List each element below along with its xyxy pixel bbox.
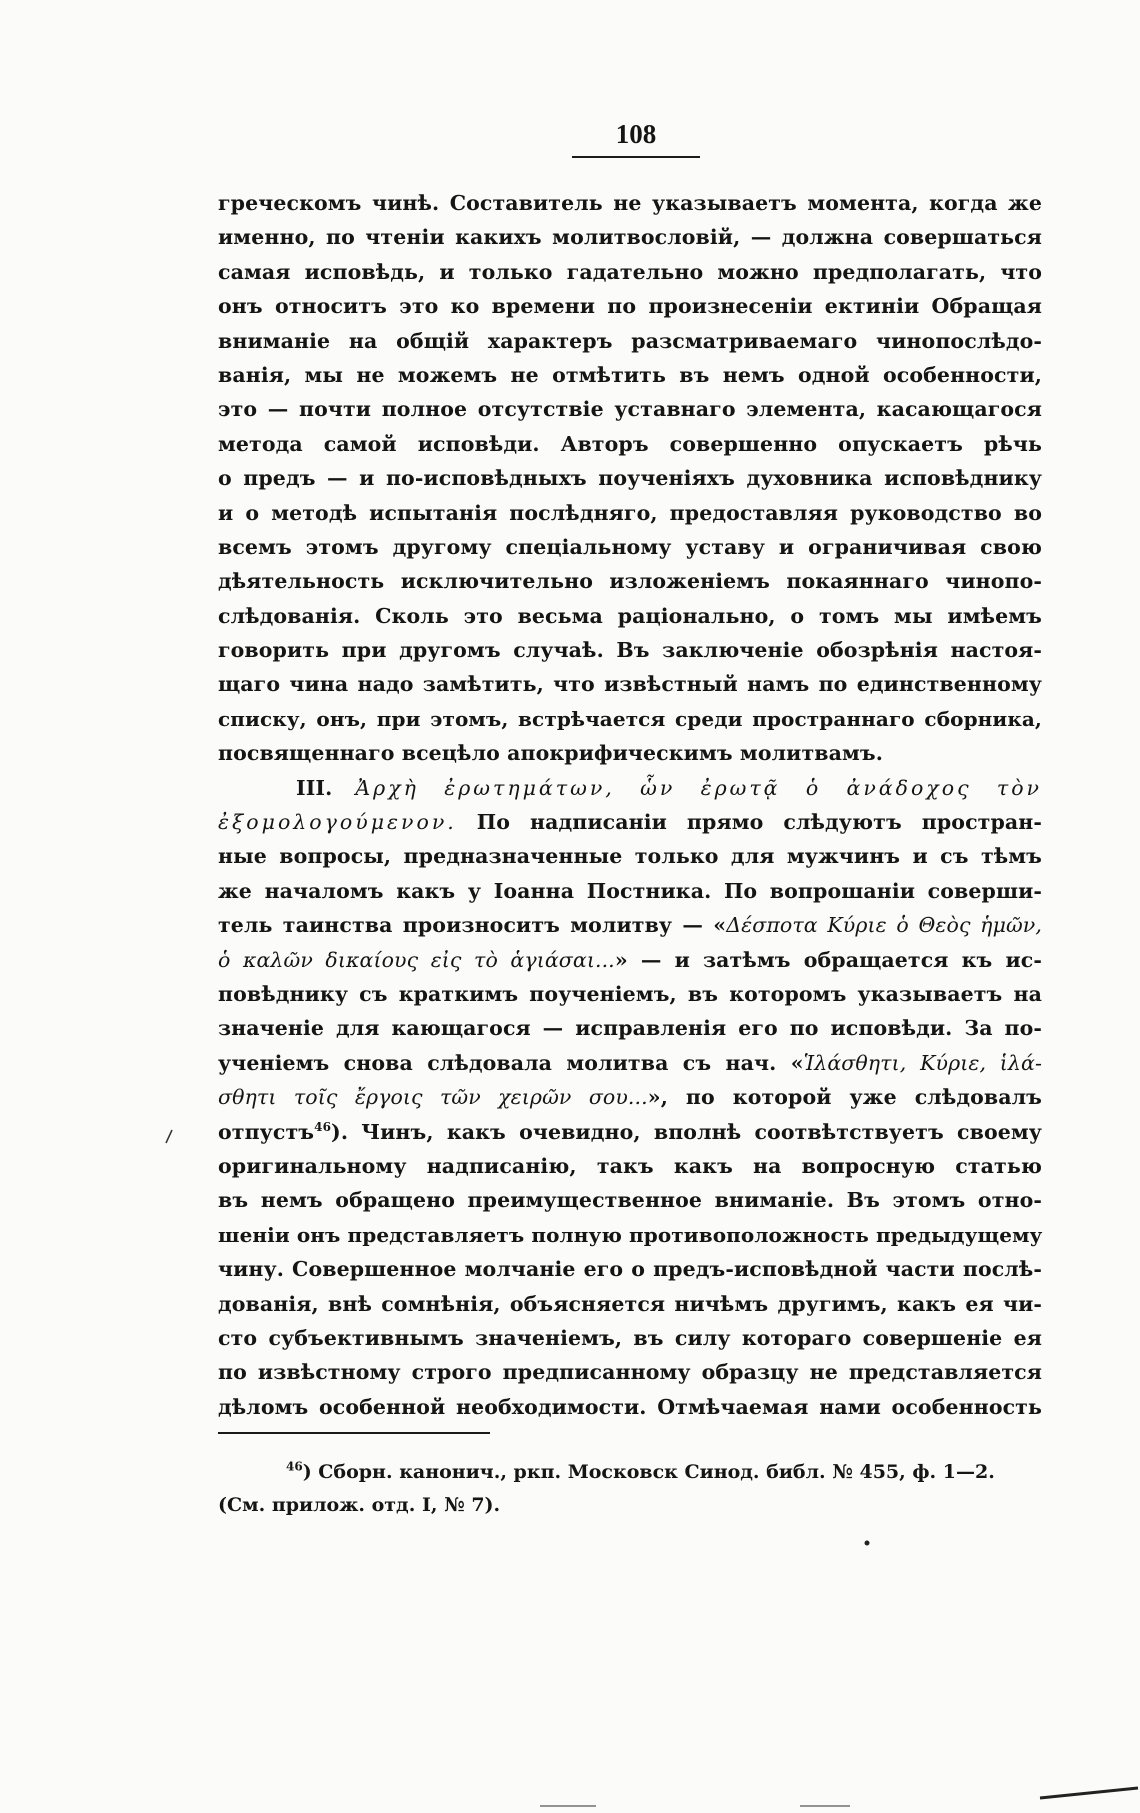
greek-heading: Ἀρχὴ ἐρωτημάτων, ὧν ἐρωτᾷ ὁ ἀνάδοχος τὸν bbox=[355, 775, 1042, 800]
greek-quote: Δέσποτα Κύριε ὁ Θεὸς ἡμῶν, bbox=[726, 913, 1042, 938]
text-line: вниманіе на общій характеръ разсматриваемаго чинопослѣдо- bbox=[218, 328, 1042, 353]
page-number: 108 bbox=[615, 119, 657, 149]
text-fragment: По надписаніи прямо слѣдуютъ простран- bbox=[476, 810, 1042, 835]
text-line bbox=[218, 805, 1042, 839]
text-line: ные вопросы, предназначенные только для мужчинъ и съ тѣмъ bbox=[218, 844, 1042, 869]
section-numeral: III. bbox=[296, 775, 333, 800]
greek-quote: Ἱλάσθητι, Κύριε, ἱλά- bbox=[803, 1050, 1042, 1075]
text-line: дѣятельность исключительно изложеніемъ покаяннаго чинопо- bbox=[218, 569, 1042, 594]
text-line: оригинальному надписанію, такъ какъ на вопросную статью bbox=[218, 1153, 1042, 1178]
stray-mark bbox=[166, 1130, 172, 1143]
text-line bbox=[218, 943, 1042, 977]
text-line: щаго чина надо замѣтить, что извѣстный намъ по единственному bbox=[218, 672, 1042, 697]
footnote bbox=[218, 1456, 1042, 1522]
greek-quote: σθητι τοῖς ἔργοις τῶν χειρῶν σου... bbox=[218, 1085, 648, 1110]
text-line: чину. Совершенное молчаніе его о предъ-исповѣдной части послѣ- bbox=[218, 1257, 1042, 1282]
text-line: метода самой исповѣди. Авторъ совершенно опускаетъ рѣчь bbox=[218, 431, 1042, 456]
text-line: дованія, внѣ сомнѣнія, объясняется ничѣмъ другимъ, какъ ея чи- bbox=[218, 1291, 1042, 1316]
text-fragment: тель таинства произноситъ молитву — « bbox=[218, 913, 727, 938]
text-line: онъ относитъ это ко времени по произнесеніи ектиніи Обращая bbox=[218, 294, 1042, 319]
footnote-divider bbox=[218, 1432, 490, 1434]
text-line: это — почти полное отсутствіе уставнаго элемента, касающагося bbox=[218, 397, 1042, 422]
text-line: дѣломъ особенной необходимости. Отмѣчаемая нами особенность bbox=[218, 1394, 1042, 1419]
text-line: посвященнаго всецѣло апокрифическимъ молитвамъ. bbox=[218, 741, 883, 766]
footnote-marker: 46 bbox=[286, 1459, 303, 1474]
text-line: говорить при другомъ случаѣ. Въ заключеніе обозрѣнія настоя- bbox=[218, 638, 1042, 663]
greek-quote: ὁ καλῶν δικαίους εἰς τὸ ἁγιάσαι... bbox=[218, 947, 615, 972]
text-fragment: отпустъ bbox=[218, 1119, 315, 1144]
text-fragment: ). Чинъ, какъ очевидно, вполнѣ соотвѣтствуетъ своему bbox=[331, 1119, 1042, 1144]
text-line: всемъ этомъ другому спеціальному уставу и ограничивая свою bbox=[218, 534, 1042, 559]
footnote-line bbox=[218, 1456, 1042, 1489]
text-line: значеніе для кающагося — исправленія его по исповѣди. За по- bbox=[218, 1016, 1042, 1041]
text-line bbox=[218, 1080, 1042, 1114]
greek-heading: ἐξομολογούμενον. bbox=[218, 810, 457, 835]
footnote-line: (См. прилож. отд. I, № 7). bbox=[218, 1494, 501, 1516]
footnote-reference: 46 bbox=[314, 1119, 332, 1134]
edge-mark bbox=[1040, 1788, 1138, 1798]
text-line: именно, по чтеніи какихъ молитвословій, — должна совершаться bbox=[218, 225, 1042, 250]
text-line: слѣдованія. Сколь это весьма раціонально, о томъ мы имѣемъ bbox=[218, 603, 1042, 628]
text-line: повѣднику съ краткимъ поученіемъ, въ которомъ указываетъ на bbox=[218, 981, 1042, 1006]
text-line bbox=[218, 1115, 1042, 1149]
footnote-text: ) Сборн. канонич., ркп. Московск Синод. библ. № 455, ф. 1—2. bbox=[302, 1461, 995, 1483]
text-line: сто субъективнымъ значеніемъ, въ силу котораго совершеніе ея bbox=[218, 1325, 1042, 1350]
text-line bbox=[218, 1046, 1042, 1080]
text-line: по извѣстному строго предписанному образцу не представляется bbox=[218, 1360, 1042, 1385]
speck bbox=[865, 1541, 870, 1546]
text-line: и о методѣ испытанія послѣдняго, предоставляя руководство во bbox=[218, 500, 1042, 525]
text-line bbox=[218, 908, 1042, 942]
page-number-underline bbox=[572, 156, 700, 158]
text-line: самая исповѣдь, и только гадательно можно предполагать, что bbox=[218, 259, 1042, 284]
section-heading-line bbox=[218, 771, 1042, 805]
text-line: ванія, мы не можемъ не отмѣтить въ немъ одной особенности, bbox=[218, 362, 1042, 387]
text-line: же началомъ какъ у Іоанна Постника. По вопрошаніи соверши- bbox=[218, 878, 1042, 903]
body-text bbox=[218, 186, 1042, 1424]
text-fragment: ученіемъ снова слѣдовала молитва съ нач. « bbox=[218, 1050, 804, 1075]
text-fragment: » — и затѣмъ обращается къ ис- bbox=[614, 947, 1043, 972]
text-line: греческомъ чинѣ. Составитель не указываетъ момента, когда же bbox=[218, 191, 1042, 215]
text-line: о предъ — и по-исповѣдныхъ поученіяхъ духовника исповѣднику bbox=[218, 466, 1042, 491]
text-line: шеніи онъ представляетъ полную противоположность предыдущему bbox=[218, 1222, 1043, 1247]
text-fragment: », по которой уже слѣдовалъ bbox=[647, 1085, 1042, 1110]
text-line: въ немъ обращено преимущественное вниманіе. Въ этомъ отно- bbox=[218, 1188, 1042, 1213]
text-line: списку, онъ, при этомъ, встрѣчается среди пространнаго сборника, bbox=[218, 706, 1042, 731]
